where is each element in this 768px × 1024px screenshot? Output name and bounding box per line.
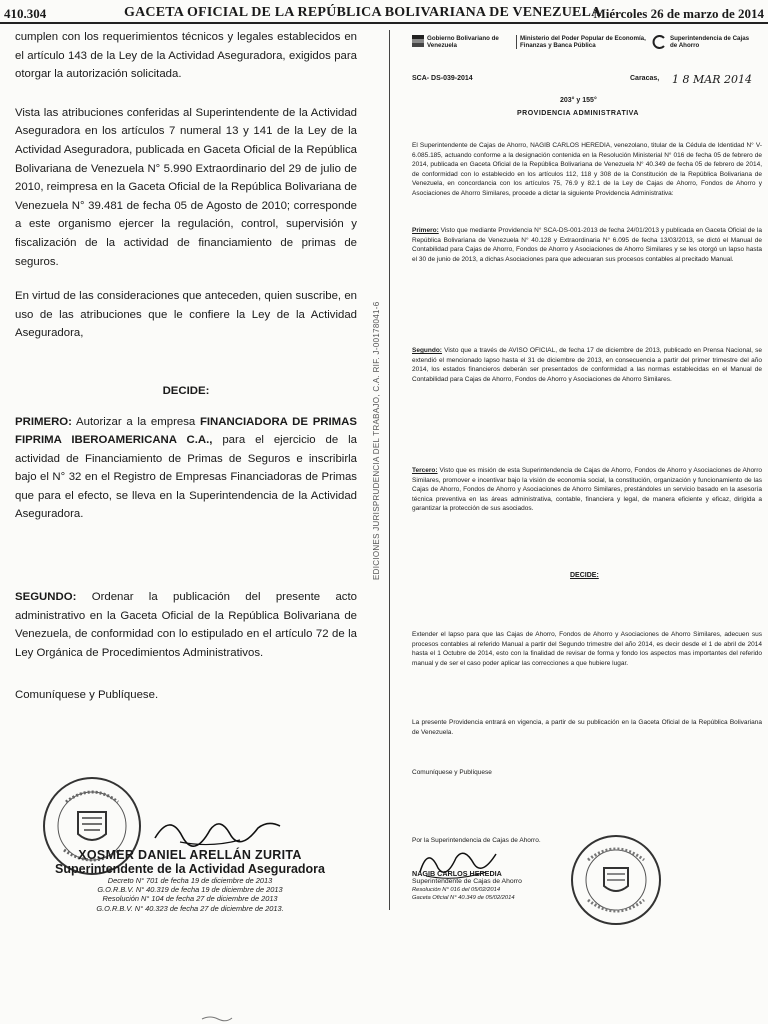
signer-name-right: NAGIB CARLOS HEREDIA xyxy=(412,869,502,878)
providencia-segundo xyxy=(412,346,762,384)
right-signature-block xyxy=(412,870,522,902)
publisher-stamp-text: EDICIONES JURISPRUDENCIA DEL TRABAJO, C.A. RIF. J-00178041-6 xyxy=(372,301,381,580)
providencia-tercero xyxy=(412,466,762,514)
sca-logo-icon xyxy=(652,35,666,49)
paragraph-attributions: Vista las atribuciones conferidas al Superintendente de la Actividad Aseguradora en los artículos 7 numeral 13 y 141 de la Ley de la Actividad Aseguradora, publicada en Gaceta Oficial de la República Bolivariana de Venezuela N° 5.990 Extraordinario del 29 de julio de 2010, reimpresa en la Gaceta Oficial de la República Bolivariana de Venezuela N° 39.481 de fecha 05 de Agosto de 2010; corresponde a este organismo ejercer la regulación, control, supervisión y fiscalización de la actividad de financiamiento de primas de seguros. xyxy=(15,106,357,268)
handwritten-date: 1 8 MAR 2014 xyxy=(672,73,752,86)
historic-years: 203° y 155° xyxy=(560,97,597,104)
providencia-primero xyxy=(412,226,762,264)
left-signature-block xyxy=(40,848,340,913)
por-la-superintendencia: Por la Superintendencia de Cajas de Ahorro. xyxy=(412,837,541,844)
paragraph-requirements: cumplen con los requerimientos técnicos y legales establecidos en el artículo 143 de la Ley de la Actividad Aseguradora, exigidos para otorgar la autorización solicitada. xyxy=(15,31,357,81)
logo-ministerio: Ministerio del Poder Popular de Economía, Finanzas y Banca Pública xyxy=(516,35,650,49)
handwritten-signature-left xyxy=(150,808,290,852)
paragraph-primero xyxy=(15,413,357,525)
publisher-stamp xyxy=(370,301,384,580)
r-tercero-label: Tercero: xyxy=(412,467,438,474)
decree-line: Decreto N° 701 de fecha 19 de diciembre de 2013 xyxy=(107,876,273,885)
resolution-line: Resolución N° 104 de fecha 27 de diciembre de 2013 xyxy=(102,894,278,904)
paragraph-considerations: En virtud de las consideraciones que anteceden, quien suscribe, en uso de las atribuciones que le confiere la Ley de la Actividad Aseguradora, xyxy=(15,290,357,340)
providencia-intro: El Superintendente de Cajas de Ahorro, NAGIB CARLOS HEREDIA, venezolano, titular de la Cédula de Identidad N° V- 6.085.185, actuando conforme a la designación contenida en la Resolución Ministerial N° 016 de fecha 05 de febrero de 2014, publicada en Gaceta Oficial de la República Bolivariana de Venezuela N° 40.349 de fecha 05 de febrero de 2014, de conformidad con lo establecido en los artículos 112, 118 y 308 de la Constitución de la República Bolivariana de Venezuela, en concordancia con los artículos 75, 76.9 y 82.1 de la Ley de Cajas de Ahorro, Fondos de Ahorro y Asociaciones de Ahorro Similares, procede a dictar la siguiente Providencia Administrativa: xyxy=(412,142,762,197)
superintendencia-seal-icon xyxy=(568,832,664,928)
gazette-line-right: Gaceta Oficial N° 40.349 de 05/02/2014 xyxy=(412,895,515,901)
page-number: 410.304 xyxy=(4,6,47,21)
signer-name-left: XOSMER DANIEL ARELLÁN ZURITA xyxy=(78,848,302,862)
signer-role-left: Superintendente de la Actividad Aseguradora xyxy=(55,862,325,876)
providencia-vigencia: La presente Providencia entrará en vigencia, a partir de su publicación en la Gaceta Oficial de la República Bolivariana de Venezuela. xyxy=(412,719,762,736)
primero-text-b: para el ejercicio de la actividad de Financiamiento de Primas de Seguros e inscribirla bajo el N° 32 en el Registro de Empresas Financiadoras de Primas que para el efecto, se lleva en la Superintendencia de la Actividad Aseguradora. xyxy=(15,434,357,521)
left-column xyxy=(15,28,357,705)
document-place: Caracas, xyxy=(630,75,660,82)
r-tercero-text: Visto que es misión de esta Superintendencia de Cajas de Ahorro, Fondos de Ahorro y Asociaciones de Ahorro Similares, promover e incentivar bajo la visión de economía social, la constitución, organización y funcionamiento de las Cajas de Ahorro, Fondos de Ahorro y Asociaciones de Ahorro Similares, prestándoles un servicio basado en la asesoría técnica preventiva en las áreas administrativa, contable, financiera y legal, de manera eficiente y eficaz, dirigida a garantizar la protección de sus asociados. xyxy=(412,467,762,513)
venezuela-flag-icon xyxy=(412,35,424,47)
r-segundo-text: Visto que a través de AVISO OFICIAL, de fecha 17 de diciembre de 2013, publicado en Prensa Nacional, se extendió el mencionado lapso hasta el 31 de diciembre de 2013, en consecuencia a partir del primer trimestre del año 2014, los estados financieros deberán ser presentados de conformidad a las normas establecidas en el Manual de Contabilidad para Cajas de Ahorro, Fondos de Ahorro y Asociaciones de Ahorro Similares. xyxy=(412,347,762,383)
institution-logos xyxy=(412,33,762,51)
gazette-line-1: G.O.R.B.V. N° 40.319 de fecha 19 de diciembre de 2013 xyxy=(97,885,283,895)
primero-text-a: Autorizar a la empresa xyxy=(71,415,200,428)
company-name: FINANCIADORA DE PRIMAS FIPRIMA IBEROAMERICANA C.A., xyxy=(15,415,357,447)
closing-phrase: Comuníquese y Publíquese. xyxy=(15,689,159,702)
gazette-header xyxy=(0,4,768,24)
gazette-line-2: G.O.R.B.V. N° 40.323 de fecha 27 de diciembre de 2013. xyxy=(96,903,284,913)
r-primero-text: Visto que mediante Providencia N° SCA-DS-001-2013 de fecha 24/01/2013 y publicada en Gaceta Oficial de la República Bolivariana de Venezuela N° 40.128 y Extraordinaria N° 6.095 de fecha 13/03/2013, se dictó el Manual de Contabilidad para Cajas de Ahorro, Fondos de Ahorro y Asociaciones de Ahorro Similares y se les otorgó un lapso hasta el 30 de junio de 2013, a dichas Asociaciones para que adecuaran sus procesos contables al precitado Manual. xyxy=(412,227,762,263)
providencia-extender: Extender el lapso para que las Cajas de Ahorro, Fondos de Ahorro y Asociaciones de Ahorro Similares, adecuen sus procesos contables al referido Manual a partir del Segundo trimestre del año 2014, es decir desde el 1 de abril de 2014 hasta el 1 Octubre de 2014, esto con la finalidad de revisar de forma y fondo los aspectos mas importantes del referido manual y de ser el caso poder aplicar las correcciones a que hubiere lugar. xyxy=(412,631,762,667)
r-closing-phrase: Comuníquese y Publíquese xyxy=(412,769,492,776)
logo-superintendencia: Superintendencia de Cajas de Ahorro xyxy=(670,35,750,49)
paragraph-segundo xyxy=(15,588,357,662)
segundo-text: Ordenar la publicación del presente acto administrativo en la Gaceta Oficial de la República Bolivariana de Venezuela, de conformidad con lo estipulado en el artículo 72 de la Ley Orgánica de Procedimientos Administrativos. xyxy=(15,591,357,659)
column-divider xyxy=(389,30,390,910)
document-reference: SCA- DS-039-2014 xyxy=(412,75,473,82)
gazette-title: GACETA OFICIAL DE LA REPÚBLICA BOLIVARIANA DE VENEZUELA xyxy=(124,5,602,20)
primero-label: PRIMERO: xyxy=(15,415,72,428)
issue-date: Miércoles 26 de marzo de 2014 xyxy=(593,6,764,21)
r-decide-heading: DECIDE: xyxy=(570,572,599,579)
resolution-line-right: Resolución N° 016 del 05/02/2014 xyxy=(412,887,501,893)
signer-role-right: Superintendente de Cajas de Ahorro xyxy=(412,878,522,885)
r-segundo-label: Segundo: xyxy=(412,347,442,354)
logo-gobierno: Gobierno Bolivariano de Venezuela xyxy=(427,35,499,49)
providencia-title: PROVIDENCIA ADMINISTRATIVA xyxy=(517,110,639,117)
r-primero-label: Primero: xyxy=(412,227,439,234)
scan-artifact xyxy=(200,1014,234,1022)
decide-heading: DECIDE: xyxy=(162,384,210,397)
segundo-label: SEGUNDO: xyxy=(15,591,77,604)
